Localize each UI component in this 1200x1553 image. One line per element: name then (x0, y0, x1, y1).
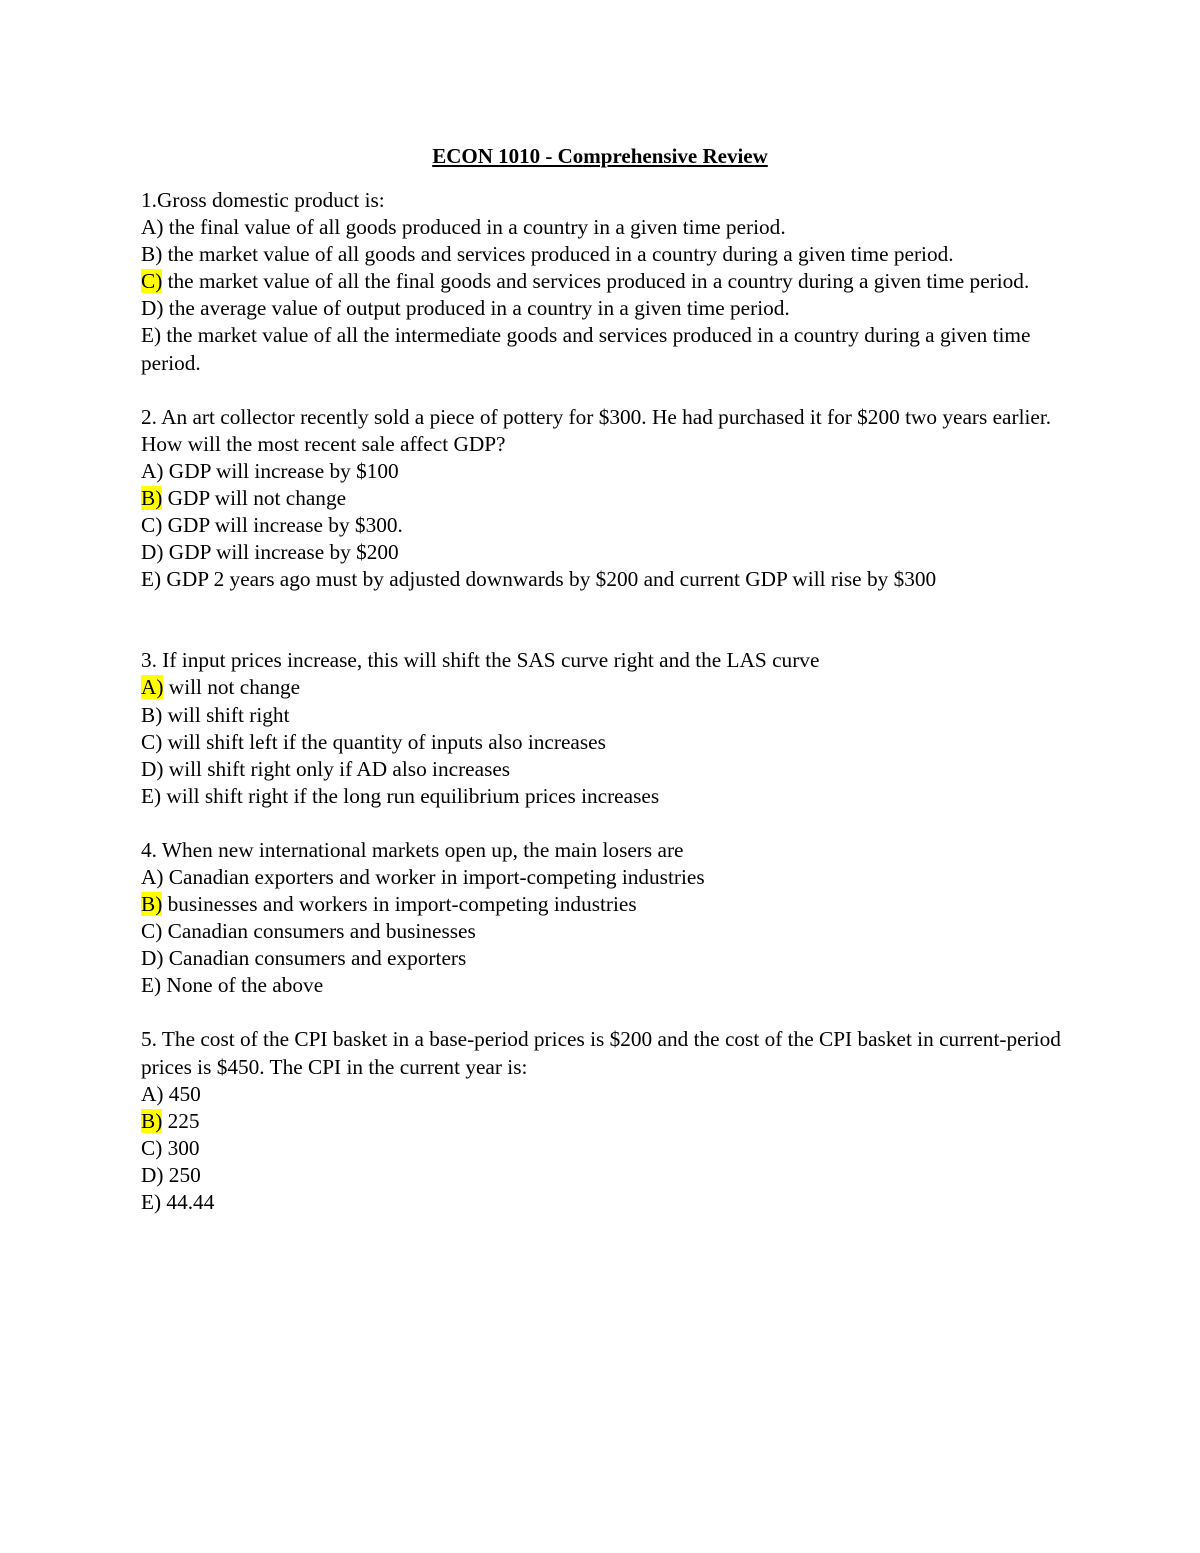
option-text: Canadian consumers and businesses (162, 919, 476, 944)
option-text: the market value of all the final goods and services produced in a country during a given time period. (162, 269, 1030, 294)
question-2 (141, 404, 1066, 594)
answer-option (141, 458, 1066, 485)
option-letter: D) (141, 756, 164, 781)
question-stem: 2. An art collector recently sold a piece of pottery for $300. He had purchased it for $200 two years earlier. How will the most recent sale affect GDP? (141, 404, 1052, 456)
option-text: None of the above (161, 973, 324, 998)
answer-option (141, 512, 1066, 539)
option-text: will not change (163, 675, 301, 700)
option-text: the average value of output produced in a country in a given time period. (163, 296, 790, 321)
answer-option (141, 1108, 1066, 1135)
answer-option (141, 756, 1066, 783)
option-text: 300 (162, 1135, 200, 1160)
option-text: GDP will increase by $100 (163, 458, 399, 483)
option-text: Canadian consumers and exporters (163, 946, 467, 971)
option-letter: D) (141, 540, 164, 565)
option-letter: C) (141, 729, 163, 754)
question-5 (141, 1026, 1066, 1216)
option-text: will shift left if the quantity of inputs also increases (162, 729, 606, 754)
question-1 (141, 187, 1066, 377)
option-text: 225 (162, 1108, 200, 1133)
option-letter: E) (141, 783, 162, 808)
option-letter: D) (141, 1162, 164, 1187)
answer-option (141, 1081, 1066, 1108)
option-text: the market value of all goods and services produced in a country during a given time period. (162, 242, 954, 267)
option-letter: E) (141, 1190, 162, 1214)
answer-option (141, 322, 1066, 376)
option-letter: E) (141, 973, 162, 998)
answer-option (141, 702, 1066, 729)
document-title: ECON 1010 - Comprehensive Review (432, 144, 768, 168)
answer-option (141, 214, 1066, 241)
answer-option (141, 918, 1066, 945)
option-letter: C) (141, 919, 163, 944)
spacer (141, 593, 1066, 647)
question-stem: 1.Gross domestic product is: (141, 188, 385, 212)
spacer (141, 377, 1066, 404)
option-text: Canadian exporters and worker in import-competing industries (163, 864, 705, 889)
answer-option (141, 566, 1066, 593)
option-letter: D) (141, 296, 164, 321)
option-letter: D) (141, 946, 164, 971)
option-letter: B) (141, 242, 163, 267)
answer-option (141, 485, 1066, 512)
answer-option (141, 864, 1066, 891)
option-text: will shift right if the long run equilibrium prices increases (161, 783, 660, 808)
answer-option (141, 972, 1066, 999)
option-text: GDP will increase by $300. (162, 513, 403, 538)
answer-option (141, 1189, 1066, 1216)
option-text: 450 (163, 1081, 201, 1106)
question-stem: 4. When new international markets open up, the main losers are (141, 837, 684, 862)
answer-option (141, 1162, 1066, 1189)
option-text: GDP 2 years ago must by adjusted downwards by $200 and current GDP will rise by $300 (161, 567, 937, 592)
option-letter: A) (141, 1081, 164, 1106)
option-text: 44.44 (161, 1190, 215, 1214)
question-stem: 3. If input prices increase, this will shift the SAS curve right and the LAS curve (141, 648, 820, 673)
option-letter-highlighted: B) (141, 892, 163, 917)
option-letter: E) (141, 323, 162, 348)
option-letter-highlighted: B) (141, 1108, 163, 1133)
answer-option (141, 729, 1066, 756)
option-letter-highlighted: C) (141, 269, 163, 294)
answer-option (141, 241, 1066, 268)
option-letter: A) (141, 215, 164, 240)
answer-option (141, 268, 1066, 295)
option-text: will shift right only if AD also increases (163, 756, 511, 781)
answer-option (141, 674, 1066, 701)
option-text: GDP will not change (162, 485, 347, 510)
answer-option (141, 1135, 1066, 1162)
question-stem: 5. The cost of the CPI basket in a base-period prices is $200 and the cost of the CPI basket in current-period prices is $450. The CPI in the current year is: (141, 1027, 1061, 1079)
spacer (141, 999, 1066, 1026)
option-text: the final value of all goods produced in a country in a given time period. (163, 215, 786, 240)
answer-option (141, 783, 1066, 810)
option-letter: C) (141, 513, 163, 538)
answer-option (141, 945, 1066, 972)
option-text: 250 (163, 1162, 201, 1187)
question-4 (141, 837, 1066, 1000)
option-letter: E) (141, 567, 162, 592)
answer-option (141, 539, 1066, 566)
answer-option (141, 295, 1066, 322)
answer-option (141, 891, 1066, 918)
option-letter: C) (141, 1135, 163, 1160)
question-list (141, 187, 1066, 1216)
option-letter-highlighted: A) (141, 675, 164, 700)
question-3 (141, 647, 1066, 810)
option-letter: A) (141, 864, 164, 889)
option-text: businesses and workers in import-competing industries (162, 892, 637, 917)
option-letter: B) (141, 702, 163, 727)
option-text: GDP will increase by $200 (163, 540, 399, 565)
option-text: the market value of all the intermediate goods and services produced in a country during a given time period. (141, 323, 1031, 375)
option-letter: A) (141, 458, 164, 483)
spacer (141, 810, 1066, 837)
option-text: will shift right (162, 702, 290, 727)
option-letter-highlighted: B) (141, 485, 163, 510)
